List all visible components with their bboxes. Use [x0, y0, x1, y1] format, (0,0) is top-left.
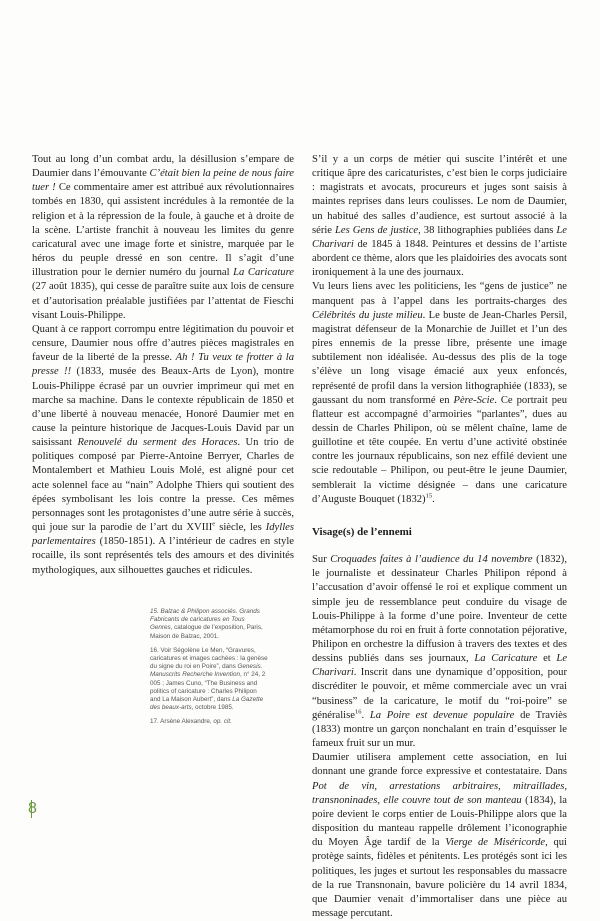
body-paragraph: Daumier utilisera amplement cette association, en lui donnant une grande force expressive et contestataire. Dans Pot de vin, arrestations arbitraires, mitraillades, transnoninades, elle couvre tout de son manteau (1834), la poire devient le corps entier de Louis-Philippe alors que la disposition du manteau rappelle drôlement l’iconographie du Moyen Âge tardif de la Vierge de Miséricorde, qui protège saints, fidèles et pénitents. Les protégés sont ici les politiques, les juges et surtout les responsables du massacre de la rue Transnonain, bavure policière du 14 avril 1834, que Daumier venait d’immortaliser dans une pièce au message percutant. [312, 752, 567, 919]
body-paragraph: Vu leurs liens avec les politiciens, les “gens de justice” ne manquent pas à l’appel dans les portraits-charges des Célébrités du juste milieu. Le buste de Jean-Charles Persil, magistrat défenseur de la Monarchie de Juillet et l’un des pires ennemis de la presse libre, présente une image subtilement non idéalisée. Au-dessus des plis de la toge s’élève un long visage émacié aux yeux enfoncés, représenté de profil dans la version lithographiée (1833), se gaussant du nom transformé en Père-Scie. Ce portrait peu flatteur est accompagné d’armoiries “parlantes”, dues au dessin de Charles Philipon, où se mêlent chaîne, lame de guillotine et tête coupée. En vertu d’une activité obstinée contre les journaux républicains, son nez effilé devient une scie redoutable – Philipon, ou peut-être le jeune Daumier, semblerait la victime désignée – dans une caricature d’Auguste Bouquet $(1832)^{15}$. [312, 281, 567, 505]
body-paragraph: Sur Croquades faites à l’audience du 14 novembre (1832), le journaliste et dessinateur Charles Philipon répond à l’accusation d’avoir offensé le roi et explique comment un simple jeu de ressemblance peut conduire du visage de Louis-Philippe à la forme d’une poire. Inventeur de cette métamorphose du roi en fruit à forte connotation péjorative, Philipon en orchestre la diffusion à travers des textes et des dessins publiés dans ses journaux, La Caricature et Le Charivari. Inscrit dans une dynamique d’opposition, pour discréditer le pouvoir, et même commerciale avec un vrai “business” de la caricature, le motif du “roi-poire” se généralise$^{16}$. La Poire est devenue populaire de Traviès (1833) montre un garçon nonchalant en train d’esquisser le fameux fruit sur un mur. [312, 554, 568, 750]
body-paragraph: Tout au long d’un combat ardu, la désillusion s’empare de Daumier dans l’émouvante C’était bien la peine de nous faire tuer ! Ce commentaire amer est attribué aux révolutionnaires tombés en 1830, qui assistent incrédules à la remontée de la religion et à la répression de la foule, à gauche et à droite de la scène. L’artiste franchit à nouveau les limites du genre caricatural avec une image forte et sinistre, marquée par le héros du peuple dressé en son centre. Il s’agit d’une illustration pour le dernier numéro du journal La Caricature (27 août 1835), qui cesse de paraître suite aux lois de censure et d’autorisation préalable justifiées par l’attentat de Fieschi visant Louis-Philippe. [32, 154, 294, 321]
left-column [32, 153, 294, 578]
page-number: 8 [28, 800, 37, 817]
footnote-15: 15. Balzac & Philipon associés. Grands Fabricants de caricatures en Tous Genres, catalogue de l’exposition, Paris, Maison de Balzac, 2001. [150, 608, 263, 640]
right-column [312, 153, 567, 921]
section-heading: Visage(s) de l’ennemi [312, 525, 412, 538]
footnote-17: 17. Arsène Alexandre, op. cit. [150, 718, 232, 726]
body-paragraph: S’il y a un corps de métier qui suscite l’intérêt et une critique âpre des caricaturistes, c’est bien le corps judiciaire : magistrats et avocats, procureurs et juges sont saisis à maintes reprises dans leurs coulisses. Le nom de Daumier, un habitué des salles d’audience, est surtout associé à la série Les Gens de justice, 38 lithographies publiées dans Le Charivari de 1845 à 1848. Peintures et dessins de l’artiste abordent ce thème, alors que les plaidoiries des avocats sont ironiquement à la une des journaux. [312, 154, 567, 279]
body-paragraph: Quant à ce rapport corrompu entre légitimation du pouvoir et censure, Daumier nous offre d’autres pièces magistrales en faveur de la liberté de la presse. Ah ! Tu veux te frotter à la presse !! (1833, musée des Beaux-Arts de Lyon), montre Louis-Philippe écrasé par un ouvrier imprimeur qui met en marche sa machine. Dans le contexte républicain de 1850 et d’une liberté à nouveau menacée, Honoré Daumier met en cause la peinture historique de Jacques-Louis David par un saisissant Renouvelé du serment des Horaces. Un trio de politiques composé par Pierre-Antoine Berryer, Charles de Montalembert et Mathieu Louis Molé, est aligné pour cet acte solennel face au “nain” Adolphe Thiers qui soutient des épées symbolisant les lois contre la presse. Ces mêmes personnages sont les protagonistes d’une autre série à succès, qui joue sur la parodie de l’art du XVIIIe siècle, les Idylles parlementaires (1850-1851). A l’intérieur de cadres en style rocaille, ils sont représentés tels des amours et des divinités mythologiques, aux silhouettes gauches et ridicules. [32, 323, 294, 576]
footnotes [150, 608, 268, 733]
footnote-16: 16. Voir Ségolène Le Men, “Gravures, caricatures et images cachées : la genèse du signe du roi en Poire”, dans Genesis. Manuscrits Recherche Invention, n° 24, 2 005 ; James Cuno, “The Business and politics of caricature : Charles Philipon and La Maison Aubert”, dans La Gazette des beaux-arts, octobre 1985. [150, 646, 268, 712]
